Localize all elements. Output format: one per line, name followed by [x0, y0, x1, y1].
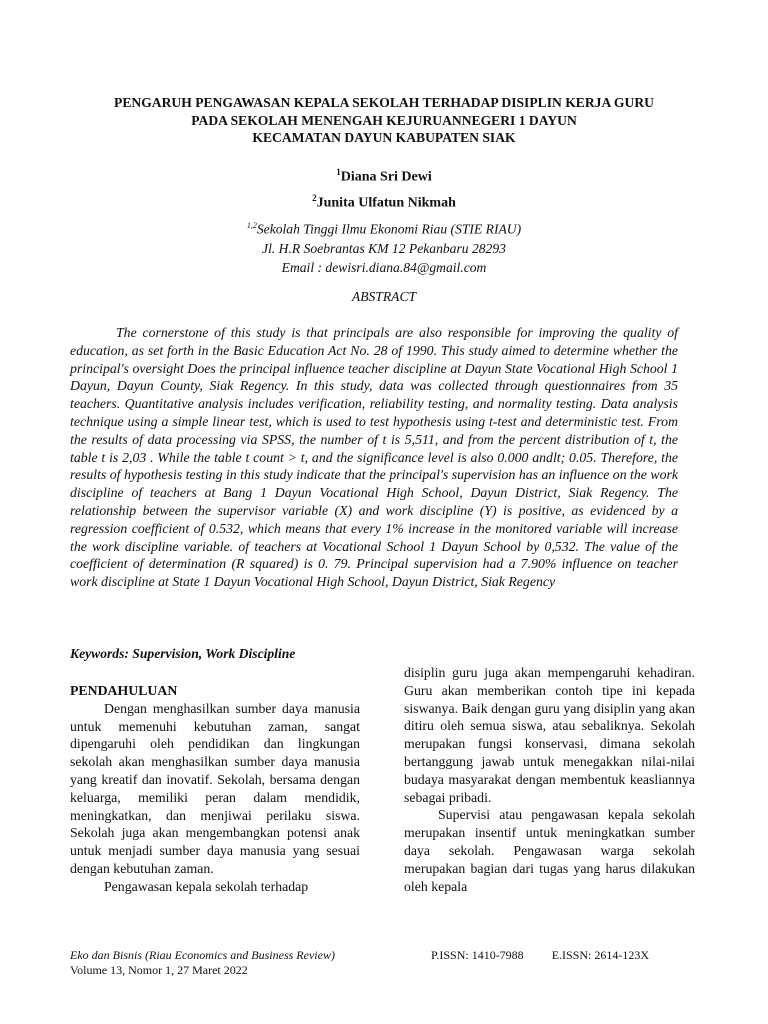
electronic-issn: E.ISSN: 2614-123X — [551, 948, 650, 962]
title-line-2: PADA SEKOLAH MENENGAH KEJURUANNEGERI 1 DAYUN — [191, 112, 577, 128]
author-1-name: Diana Sri Dewi — [340, 169, 432, 185]
author-email: Email : dewisri.diana.84@gmail.com — [281, 259, 487, 275]
affiliation-address: Jl. H.R Soebrantas KM 12 Pekanbaru 28293 — [262, 240, 506, 256]
affiliation-block — [40, 216, 728, 277]
paper-title — [40, 94, 728, 147]
author-list — [40, 162, 728, 213]
body-column-left — [70, 682, 360, 896]
keywords: Keywords: Supervision, Work Discipline — [70, 646, 296, 661]
title-line-3: KECAMATAN DAYUN KABUPATEN SIAK — [252, 130, 516, 145]
author-1 — [40, 162, 728, 188]
body-paragraph: Supervisi atau pengawasan kepala sekolah merupakan insentif untuk meningkatkan sumber daya sekolah. Pengawasan warga sekolah merupakan bagian dari tugas yang harus dilakukan oleh kepala — [404, 807, 695, 894]
author-2-affil-mark: 2 — [312, 192, 317, 203]
journal-name: Eko dan Bisnis (Riau Economics and Business Review) — [70, 948, 335, 962]
institution-name: Sekolah Tinggi Ilmu Ekonomi Riau (STIE RIAU) — [256, 221, 522, 237]
footer-journal-info — [70, 948, 335, 978]
author-2-name: Junita Ulfatun Nikmah — [316, 195, 456, 211]
body-column-right — [404, 664, 695, 895]
footer-issn — [431, 948, 649, 963]
journal-volume: Volume 13, Nomor 1, 27 Maret 2022 — [70, 963, 248, 977]
affiliation-institution — [40, 216, 728, 239]
author-2 — [40, 188, 728, 214]
author-1-affil-mark: 1 — [336, 167, 341, 177]
abstract-text: The cornerstone of this study is that principals are also responsible for improving the quality of education, as set forth in the Basic Education Act No. 28 of 1990. This study aimed to determine whether the principal's oversight Does the principal influence teacher discipline at Dayun State Vocational High School 1 Dayun, Dayun County, Siak Regency. In this study, data was collected through questionnaires from 35 teachers. Quantitative analysis includes verification, reliability testing, and normality testing. Data analysis technique using a simple linear test, which is used to test hypothesis using t-test and deterministic test. From the results of data processing via SPSS, the number of t is 5,511, and from the percent distribution of t, the table t is 2,03 . While the table t count > t, and the significance level is also 0.000 andlt; 0.05. Therefore, the results of hypothesis testing in this study indicate that the principal's supervision has an influence on the work discipline of teachers at Bang 1 Dayun Vocational High School, Dayun District, Siak Regency. The relationship between the supervisor variable (X) and work discipline (Y) is positive, as evidenced by a regression coefficient of 0.532, which means that every 1% increase in the monitored variable will increase the work discipline variable. of teachers at Vocational School 1 Dayun School by 0,532. The value of the coefficient of determination (R squared) is 0. 79. Principal supervision had a 7.90% influence on teacher work discipline at State 1 Dayun Vocational High School, Dayun District, Siak Regency — [70, 325, 678, 590]
body-paragraph: disiplin guru juga akan mempengaruhi kehadiran. Guru akan memberikan contoh tipe ini kepada siswanya. Baik dengan guru yang disiplin yang akan ditiru oleh semua siswa, atau sebaliknya. Sekolah merupakan fungsi konservasi, dimana sekolah bertanggung jawab untuk menegakkan nilai-nilai budaya masyarakat dengan membentuk keasliannya sebagai pribadi. — [404, 665, 695, 805]
print-issn: P.ISSN: 1410-7988 — [431, 948, 524, 962]
abstract-heading: ABSTRACT — [351, 289, 417, 304]
title-line-1: PENGARUH PENGAWASAN KEPALA SEKOLAH TERHADAP DISIPLIN KERJA GURU — [114, 95, 654, 110]
section-heading: PENDAHULUAN — [70, 683, 178, 698]
body-paragraph: Dengan menghasilkan sumber daya manusia untuk memenuhi kebutuhan zaman, sangat dipengaruhi oleh pendidikan dan lingkungan sekolah akan menghasilkan sumber daya manusia yang kreatif dan inovatif. Sekolah, bersama dengan keluarga, memiliki peran dalam mendidik, meningkatkan, dan menjiwai perilaku siswa. Sekolah juga akan mengembangkan potensi anak untuk menjadi sumber daya manusia yang sesuai dengan kebutuhan zaman. — [70, 700, 360, 876]
body-paragraph: Pengawasan kepala sekolah terhadap — [104, 878, 309, 894]
affiliation-mark: 1,2 — [246, 221, 257, 230]
